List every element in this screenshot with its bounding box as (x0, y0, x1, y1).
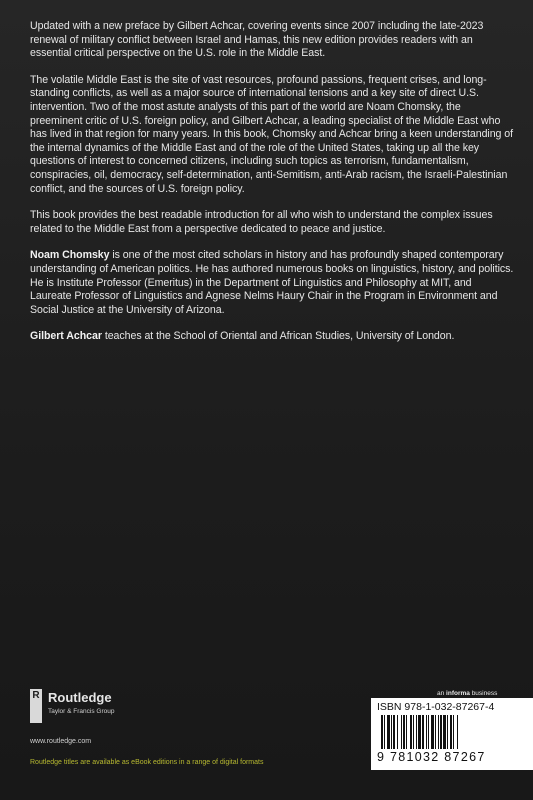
barcode-digits: 9 781032 87267 (377, 750, 486, 764)
informa-word: informa (446, 690, 470, 697)
author-bio-achcar (30, 330, 514, 344)
informa-prefix: an (437, 690, 447, 697)
informa-suffix: business (469, 690, 498, 697)
blurb-edition-note: Updated with a new preface by Gilbert Achcar, covering events since 2007 including the late-2023 renewal of military conflict between Israel and Hamas, this new edition provides readers with an essential critical perspective on the U.S. role in the Middle East. (30, 20, 484, 60)
barcode-bars-icon (381, 715, 493, 749)
routledge-mark-letter: R (32, 690, 40, 701)
blurb-summary: This book provides the best readable introduction for all who wish to understand the complex issues related to the Middle East from a perspective dedicated to peace and justice. (30, 209, 493, 235)
publisher-website: www.routledge.com (30, 738, 92, 745)
ebook-note: Routledge titles are available as eBook editions in a range of digital formats (30, 759, 264, 766)
publisher-name: Routledge (48, 690, 112, 705)
publisher-group: Taylor & Francis Group (48, 708, 115, 715)
blurb-description: The volatile Middle East is the site of vast resources, profound passions, frequent crises, and long-standing conflicts, as well as a major source of international tensions and a key site of direct U.S. intervention. Two of the most astute analysts of this part of the world are Noam Chomsky, the preeminent critic of U.S. foreign policy, and Gilbert Achcar, a leading specialist of the Middle East who has lived in that region for many years. In this book, Chomsky and Achcar bring a keen understanding of the internal dynamics of the Middle East and of the role of the United States, taking up all the key questions of interest to concerned citizens, including such topics as terrorism, fundamentalism, conspiracies, oil, democracy, self-determination, anti-Semitism, anti-Arab racism, the Israeli-Palestinian conflict, and the sources of U.S. foreign policy. (30, 73, 514, 195)
author-bio-text-chomsky: is one of the most cited scholars in history and has profoundly shaped contemporary understanding of American politics. He has authored numerous books on linguistics, history, and politics. He is Institute Professor (Emeritus) in the Department of Linguistics and Philosophy at MIT, and Laureate Professor of Linguistics and Agnese Nelms Haury Chair in the Program in Environment and Social Justice at the University of Arizona. (30, 249, 514, 316)
author-name-chomsky: Noam Chomsky (30, 249, 110, 262)
informa-business-label (437, 690, 497, 697)
isbn-number: ISBN 978-1-032-87267-4 (377, 701, 495, 713)
author-bio-chomsky (30, 249, 514, 317)
cover-blurb (30, 20, 514, 357)
author-name-achcar: Gilbert Achcar (30, 330, 102, 343)
author-bio-text-achcar: teaches at the School of Oriental and African Studies, University of London. (101, 330, 455, 343)
